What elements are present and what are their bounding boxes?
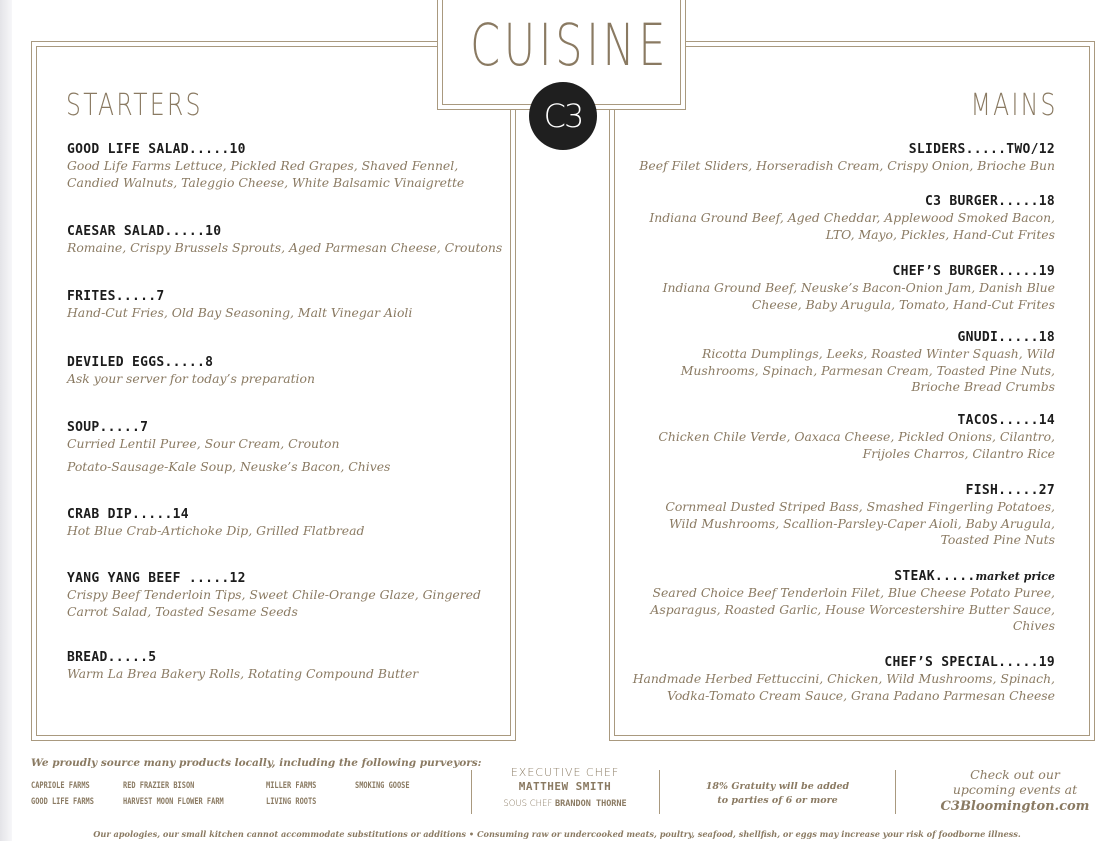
item-description-alt: Potato-Sausage-Kale Soup, Neuske’s Bacon, Chives [67, 458, 391, 474]
item-description: Seared Choice Beef Tenderloin Filet, Blue Cheese Potato Puree, Asparagus, Roasted Garlic, House Worcestershire Butter Sauce, Chives [650, 585, 1055, 633]
events-line-2: upcoming events at [952, 782, 1078, 797]
mains-heading: MAINS [970, 88, 1058, 123]
purveyor-name: CAPRIOLE FARMS [31, 781, 90, 791]
purveyor-name: HARVEST MOON FLOWER FARM [123, 797, 224, 807]
item-title [605, 569, 1055, 585]
purveyor-name: MILLER FARMS [266, 781, 317, 791]
purveyor-name: LIVING ROOTS [266, 797, 317, 807]
item-description: Handmade Herbed Fettuccini, Chicken, Wild Mushrooms, Spinach, Vodka-Tomato Cream Sauce, Grana Padano Parmesan Cheese [632, 671, 1055, 703]
item-description: Indiana Ground Beef, Aged Cheddar, Applewood Smoked Bacon, LTO, Mayo, Pickles, Hand-Cut Frites [649, 210, 1055, 242]
starters-heading: STARTERS [66, 88, 203, 123]
item-description: Warm La Brea Bakery Rolls, Rotating Compound Butter [67, 666, 419, 681]
item-title: FISH.....27 [965, 483, 1055, 498]
item-description: Hand-Cut Fries, Old Bay Seasoning, Malt Vinegar Aioli [67, 305, 413, 320]
menu-item [605, 413, 1055, 462]
item-description: Ask your server for today’s preparation [67, 371, 315, 386]
chef-credits [480, 766, 650, 809]
sous-chef-name: BRANDON THORNE [555, 799, 627, 809]
page-edge-shadow [0, 0, 12, 841]
item-title: DEVILED EGGS.....8 [67, 355, 214, 370]
sous-chef-label: SOUS CHEF [503, 799, 553, 809]
menu-item [67, 289, 507, 322]
website-link[interactable]: C3Bloomington.com [940, 799, 1090, 814]
footer [0, 748, 1114, 841]
item-title: GOOD LIFE SALAD.....10 [67, 142, 246, 157]
item-title: CRAB DIP.....14 [67, 507, 189, 522]
item-description: Indiana Ground Beef, Neuske’s Bacon-Onion Jam, Danish Blue Cheese, Baby Arugula, Tomato, Hand-Cut Frites [662, 280, 1055, 312]
menu-item [67, 355, 507, 388]
page-title: CUISINE [470, 11, 670, 79]
item-description: Ricotta Dumplings, Leeks, Roasted Winter Squash, Wild Mushrooms, Spinach, Parmesan Cream, Toasted Pine Nuts, Brioche Bread Crumbs [680, 346, 1055, 394]
executive-chef-name: MATTHEW SMITH [518, 780, 612, 793]
gratuity-line-1: 18% Gratuity will be added [705, 781, 850, 792]
menu-item [605, 194, 1055, 243]
item-title: C3 BURGER.....18 [924, 194, 1055, 209]
executive-chef-label: EXECUTIVE CHEF [510, 766, 620, 779]
item-title: BREAD.....5 [67, 650, 157, 665]
item-description: Beef Filet Sliders, Horseradish Cream, Crispy Onion, Brioche Bun [639, 158, 1055, 173]
item-description: Crispy Beef Tenderloin Tips, Sweet Chile-Orange Glaze, Gingered Carrot Salad, Toasted Sesame Seeds [67, 587, 481, 619]
item-title-text: STEAK..... [894, 569, 976, 584]
item-description: Curried Lentil Puree, Sour Cream, Crouton [67, 436, 340, 451]
purveyor-name: RED FRAZIER BISON [123, 781, 195, 791]
gratuity-note [665, 780, 890, 808]
menu-item [605, 264, 1055, 313]
item-description: Chicken Chile Verde, Oaxaca Cheese, Pickled Onions, Cilantro, Frijoles Charros, Cilantro Rice [658, 429, 1055, 461]
menu-item [67, 224, 507, 257]
menu-item [67, 650, 507, 683]
item-title: CHEF’S BURGER.....19 [892, 264, 1055, 279]
item-title: YANG YANG BEEF .....12 [67, 571, 246, 586]
item-price-text: market price [975, 570, 1055, 583]
item-title: SOUP.....7 [67, 420, 149, 435]
item-title: FRITES.....7 [67, 289, 165, 304]
menu-item [67, 507, 507, 540]
item-description: Romaine, Crispy Brussels Sprouts, Aged Parmesan Cheese, Croutons [67, 240, 503, 255]
sous-chef-line [480, 799, 650, 809]
purveyor-intro: We proudly source many products locally, including the following purveyors: [31, 757, 482, 769]
item-title: TACOS.....14 [957, 413, 1055, 428]
menu-item [605, 569, 1055, 635]
item-description: Good Life Farms Lettuce, Pickled Red Grapes, Shaved Fennel, Candied Walnuts, Taleggio Cheese, White Balsamic Vinaigrette [67, 158, 465, 190]
item-description: Cornmeal Dusted Striped Bass, Smashed Fingerling Potatoes, Wild Mushrooms, Scallion-Parsley-Caper Aioli, Baby Arugula, Toasted Pine Nuts [665, 499, 1055, 547]
item-title: CAESAR SALAD.....10 [67, 224, 222, 239]
purveyor-name: GOOD LIFE FARMS [31, 797, 94, 807]
menu-item [605, 483, 1055, 549]
menu-item [605, 330, 1055, 396]
menu-item [67, 420, 507, 475]
gratuity-line-2: to parties of 6 or more [717, 795, 838, 806]
events-note [915, 767, 1114, 814]
item-title: GNUDI.....18 [957, 330, 1055, 345]
footer-divider [895, 770, 896, 814]
item-title: CHEF’S SPECIAL.....19 [884, 655, 1055, 670]
disclaimer: Our apologies, our small kitchen cannot accommodate substitutions or additions • Consuming raw or undercooked meats, poultry, seafood, shellfish, or eggs may increase your risk of foodborne illness. [93, 829, 1021, 839]
menu-item [605, 142, 1055, 175]
item-description: Hot Blue Crab-Artichoke Dip, Grilled Flatbread [67, 523, 365, 538]
c3-logo: C3 [529, 82, 597, 150]
menu-item [67, 142, 507, 191]
purveyor-name: SMOKING GOOSE [355, 781, 410, 791]
footer-divider [659, 770, 660, 814]
menu-item [605, 655, 1055, 704]
footer-divider [471, 770, 472, 814]
events-line-1: Check out our [970, 767, 1060, 782]
item-title: SLIDERS.....TWO/12 [908, 142, 1055, 157]
menu-item [67, 571, 507, 620]
